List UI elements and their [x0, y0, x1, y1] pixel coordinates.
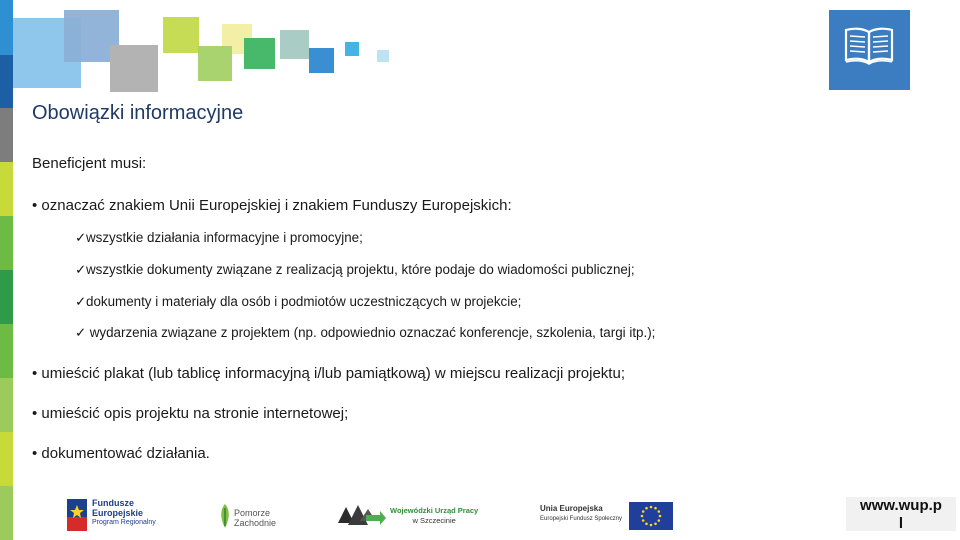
checkmark-icon: ✓ [75, 230, 87, 245]
bullet-mark-eu: • oznaczać znakiem Unii Europejskiej i znakiem Funduszy Europejskich: [32, 197, 512, 214]
eu-logo [540, 501, 675, 533]
fe-logo-text-3: Program Regionalny [92, 519, 156, 526]
pomorze-text-1: Pomorze [234, 508, 271, 518]
fundusze-europejskie-logo [66, 497, 166, 533]
url-text-1: www.wup.p [860, 497, 942, 514]
eu-flag-icon [629, 502, 673, 530]
checkmark-icon: ✓ [75, 262, 87, 277]
bullet-poster: • umieścić plakat (lub tablicę informacyjną i/lub pamiątkową) w miejscu realizacji projektu; [32, 365, 625, 382]
wup-logo [336, 499, 486, 531]
bullet-document: • dokumentować działania. [32, 445, 210, 462]
pomorze-emblem-icon [216, 502, 234, 530]
checkmark-icon: ✓ [75, 294, 87, 309]
check-item-text: wszystkie działania informacyjne i promocyjne; [86, 230, 363, 245]
wup-text-1: Wojewódzki Urząd Pracy [390, 506, 479, 515]
website-url[interactable] [846, 497, 956, 531]
slide-title: Obowiązki informacyjne [32, 102, 244, 124]
fe-logo-text-1: Fundusze [92, 498, 134, 508]
pomorze-zachodnie-logo [216, 500, 286, 532]
fe-emblem-icon [66, 497, 88, 533]
check-item [75, 230, 363, 246]
check-item-text: wszystkie dokumenty związane z realizacją projektu, które podaje do wiadomości publicznej; [86, 262, 635, 277]
header-book-tile [829, 10, 910, 90]
pomorze-text-2: Zachodnie [234, 518, 277, 528]
eu-text-1: Unia Europejska [540, 504, 603, 513]
bullet-website: • umieścić opis projektu na stronie internetowej; [32, 405, 349, 422]
wup-emblem-icon [336, 501, 386, 529]
open-book-icon [843, 26, 895, 66]
check-item [75, 325, 655, 341]
left-color-stripe [0, 0, 13, 540]
check-item [75, 262, 635, 278]
url-text-2: l [898, 515, 904, 532]
check-item-text: wydarzenia związane z projektem (np. odpowiednio oznaczać konferencje, szkolenia, targi itp.); [86, 325, 656, 340]
checkmark-icon: ✓ [75, 325, 87, 340]
fe-logo-text-2: Europejskie [92, 508, 144, 518]
check-item [75, 294, 521, 310]
wup-text-2: w Szczecinie [412, 516, 456, 525]
intro-text: Beneficjent musi: [32, 155, 147, 172]
footer-logos [0, 490, 960, 540]
check-item-text: dokumenty i materiały dla osób i podmiotów uczestniczących w projekcie; [86, 294, 522, 309]
eu-text-2: Europejski Fundusz Społeczny [540, 516, 623, 522]
